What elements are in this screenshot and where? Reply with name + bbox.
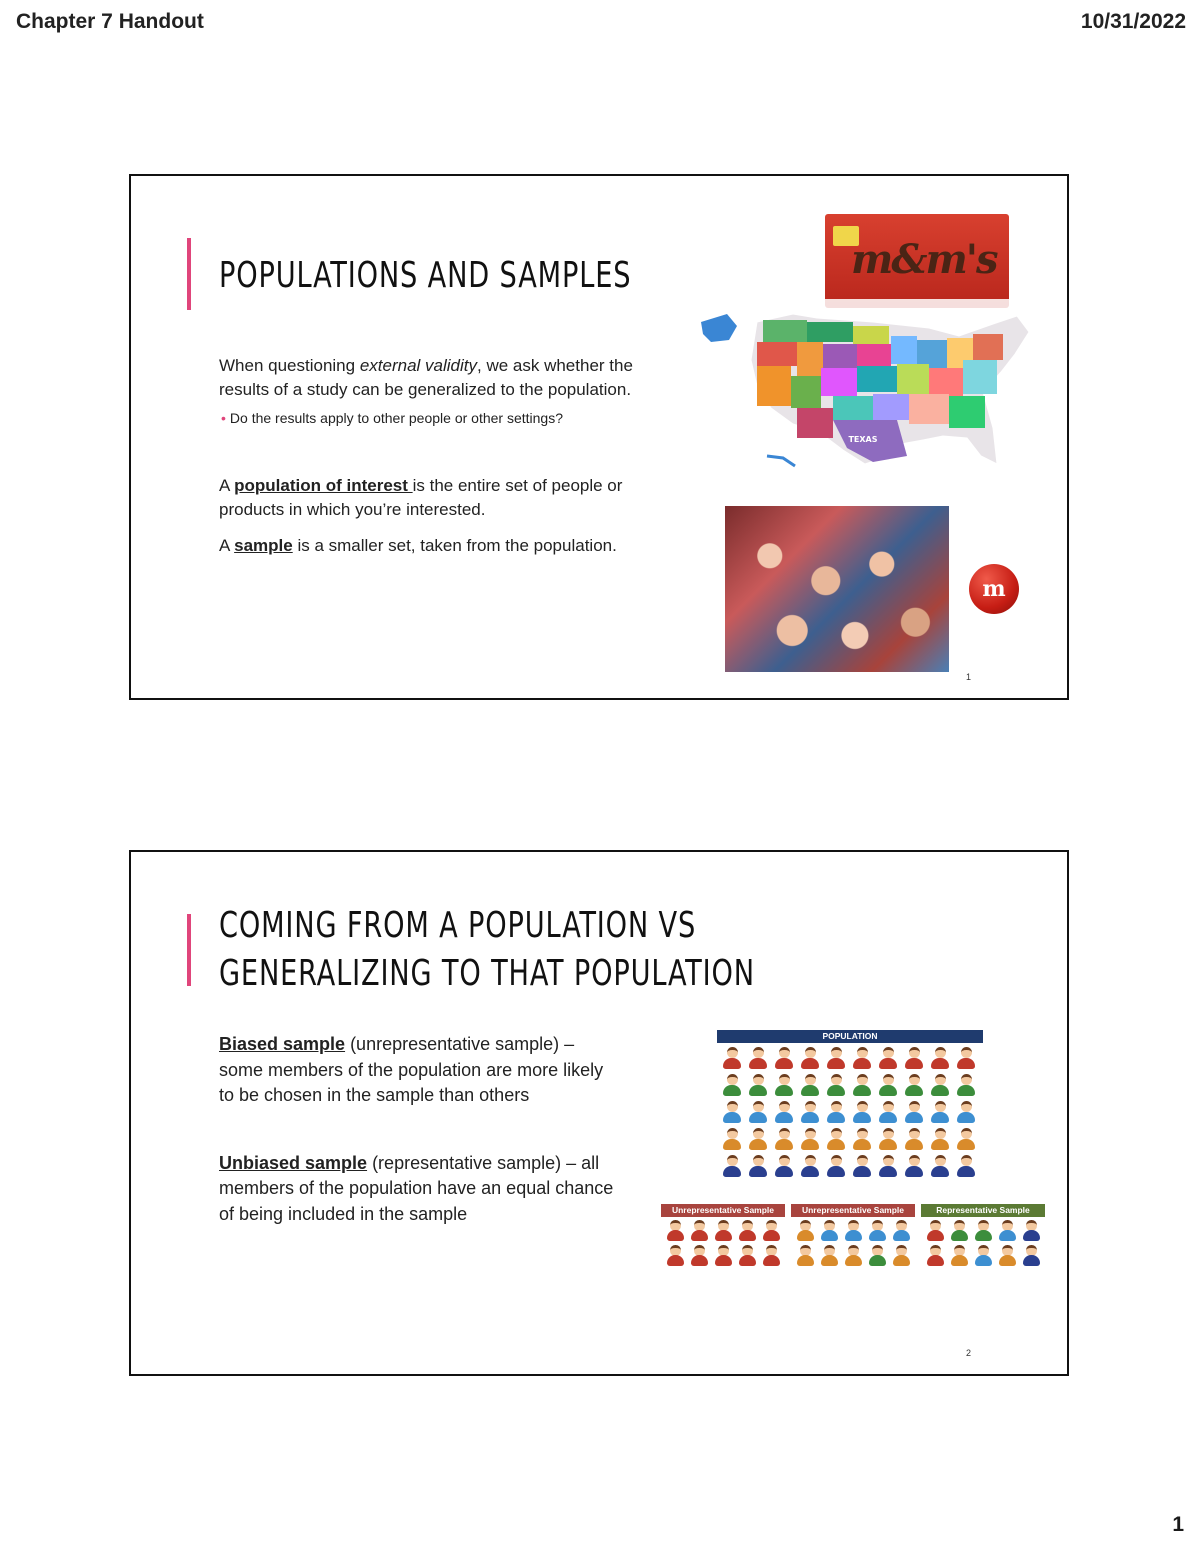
person-icon bbox=[877, 1047, 899, 1069]
person-icon bbox=[737, 1220, 758, 1241]
person-icon bbox=[843, 1220, 864, 1241]
header-date: 10/31/2022 bbox=[1080, 10, 1186, 33]
person-icon bbox=[799, 1074, 821, 1096]
person-icon bbox=[761, 1220, 782, 1241]
person-icon bbox=[747, 1047, 769, 1069]
person-icon bbox=[955, 1047, 977, 1069]
sample-label-3: Representative Sample bbox=[921, 1204, 1045, 1217]
person-icon bbox=[747, 1128, 769, 1150]
person-icon bbox=[955, 1155, 977, 1177]
person-icon bbox=[955, 1128, 977, 1150]
person-icon bbox=[799, 1128, 821, 1150]
bullet-item: • Do the results apply to other people or other settings? bbox=[221, 410, 563, 426]
slide-number: 2 bbox=[965, 1348, 971, 1358]
slide-2-body bbox=[219, 1032, 617, 1239]
person-icon bbox=[665, 1220, 686, 1241]
person-icon bbox=[795, 1220, 816, 1241]
person-icon bbox=[851, 1047, 873, 1069]
person-icon bbox=[689, 1245, 710, 1266]
slide-title-line-1: COMING FROM A POPULATION VS bbox=[219, 905, 697, 946]
person-icon bbox=[747, 1155, 769, 1177]
person-icon bbox=[665, 1245, 686, 1266]
person-icon bbox=[955, 1074, 977, 1096]
person-icon bbox=[825, 1155, 847, 1177]
person-icon bbox=[747, 1074, 769, 1096]
person-icon bbox=[773, 1128, 795, 1150]
us-map-image bbox=[697, 308, 1041, 490]
unrepresentative-sample-1 bbox=[661, 1204, 785, 1270]
person-icon bbox=[689, 1220, 710, 1241]
person-icon bbox=[903, 1074, 925, 1096]
person-icon bbox=[891, 1220, 912, 1241]
person-icon bbox=[713, 1220, 734, 1241]
slide-title: POPULATIONS AND SAMPLES bbox=[219, 255, 632, 296]
person-icon bbox=[773, 1101, 795, 1123]
person-icon bbox=[721, 1074, 743, 1096]
person-icon bbox=[825, 1128, 847, 1150]
population-figure bbox=[717, 1030, 983, 1180]
person-icon bbox=[795, 1245, 816, 1266]
person-icon bbox=[949, 1220, 970, 1241]
person-icon bbox=[773, 1074, 795, 1096]
sample-definition: A sample is a smaller set, taken from the population. bbox=[219, 536, 617, 555]
person-icon bbox=[891, 1245, 912, 1266]
person-icon bbox=[843, 1245, 864, 1266]
person-icon bbox=[799, 1047, 821, 1069]
external-validity-term: external validity bbox=[359, 356, 477, 375]
person-icon bbox=[903, 1101, 925, 1123]
person-icon bbox=[721, 1155, 743, 1177]
person-icon bbox=[929, 1074, 951, 1096]
person-icon bbox=[851, 1128, 873, 1150]
person-icon bbox=[929, 1155, 951, 1177]
person-icon bbox=[1021, 1245, 1042, 1266]
person-icon bbox=[747, 1101, 769, 1123]
sample-label-2: Unrepresentative Sample bbox=[791, 1204, 915, 1217]
person-icon bbox=[997, 1220, 1018, 1241]
person-icon bbox=[925, 1245, 946, 1266]
person-icon bbox=[973, 1220, 994, 1241]
external-validity-paragraph: When questioning external validity, we ask whether the results of a study can be generalized to the population. bbox=[219, 356, 633, 399]
title-accent-bar bbox=[187, 914, 191, 986]
unrepresentative-sample-2 bbox=[791, 1204, 915, 1270]
unbiased-sample-paragraph: Unbiased sample (representative sample) – all members of the population have an equal chance of being included in the sample bbox=[219, 1152, 614, 1224]
person-icon bbox=[737, 1245, 758, 1266]
person-icon bbox=[973, 1245, 994, 1266]
title-accent-bar bbox=[187, 238, 191, 310]
person-icon bbox=[877, 1128, 899, 1150]
person-icon bbox=[819, 1220, 840, 1241]
person-icon bbox=[903, 1155, 925, 1177]
mm-candy-logo-image: m bbox=[969, 564, 1019, 614]
person-icon bbox=[851, 1155, 873, 1177]
person-icon bbox=[799, 1155, 821, 1177]
slide-title-line-2: GENERALIZING TO THAT POPULATION bbox=[219, 953, 755, 994]
person-icon bbox=[721, 1047, 743, 1069]
person-icon bbox=[825, 1101, 847, 1123]
person-icon bbox=[955, 1101, 977, 1123]
slide-number: 1 bbox=[965, 672, 971, 682]
person-icon bbox=[721, 1128, 743, 1150]
person-icon bbox=[825, 1047, 847, 1069]
unbiased-sample-term: Unbiased sample bbox=[219, 1152, 368, 1173]
biased-sample-term: Biased sample bbox=[219, 1034, 346, 1054]
person-icon bbox=[877, 1074, 899, 1096]
person-icon bbox=[877, 1101, 899, 1123]
slide-title bbox=[219, 902, 755, 998]
person-icon bbox=[799, 1101, 821, 1123]
representative-sample bbox=[921, 1204, 1045, 1270]
person-icon bbox=[819, 1245, 840, 1266]
person-icon bbox=[867, 1220, 888, 1241]
person-icon bbox=[1021, 1220, 1042, 1241]
person-icon bbox=[867, 1245, 888, 1266]
person-icon bbox=[903, 1047, 925, 1069]
slide-1 bbox=[129, 174, 1069, 700]
person-icon bbox=[925, 1220, 946, 1241]
person-icon bbox=[851, 1101, 873, 1123]
person-icon bbox=[929, 1101, 951, 1123]
person-icon bbox=[949, 1245, 970, 1266]
map-texas-label: TEXAS bbox=[848, 435, 878, 444]
person-icon bbox=[761, 1245, 782, 1266]
population-label: POPULATION bbox=[717, 1030, 983, 1043]
person-icon bbox=[877, 1155, 899, 1177]
sample-term: sample bbox=[234, 536, 293, 555]
person-icon bbox=[903, 1128, 925, 1150]
person-icon bbox=[713, 1245, 734, 1266]
person-icon bbox=[851, 1074, 873, 1096]
person-icon bbox=[773, 1155, 795, 1177]
population-of-interest-term: population of interest bbox=[234, 476, 413, 495]
person-icon bbox=[721, 1101, 743, 1123]
slide-1-body bbox=[219, 354, 659, 570]
mm-candy-box-image: m&m's bbox=[825, 214, 1009, 308]
page-number: 1 bbox=[1172, 1513, 1184, 1536]
sample-label-1: Unrepresentative Sample bbox=[661, 1204, 785, 1217]
person-icon bbox=[929, 1047, 951, 1069]
biased-sample-paragraph: Biased sample (unrepresentative sample) – some members of the population are more likely to be chosen in the sample than others bbox=[219, 1034, 604, 1105]
population-definition: A population of interest is the entire set of people or products in which you’re interested. bbox=[219, 476, 623, 519]
header-title: Chapter 7 Handout bbox=[16, 10, 204, 33]
slide-2 bbox=[129, 850, 1069, 1376]
population-grid bbox=[717, 1043, 983, 1180]
crowd-photo-image bbox=[725, 506, 949, 672]
person-icon bbox=[929, 1128, 951, 1150]
person-icon bbox=[825, 1074, 847, 1096]
person-icon bbox=[773, 1047, 795, 1069]
person-icon bbox=[997, 1245, 1018, 1266]
